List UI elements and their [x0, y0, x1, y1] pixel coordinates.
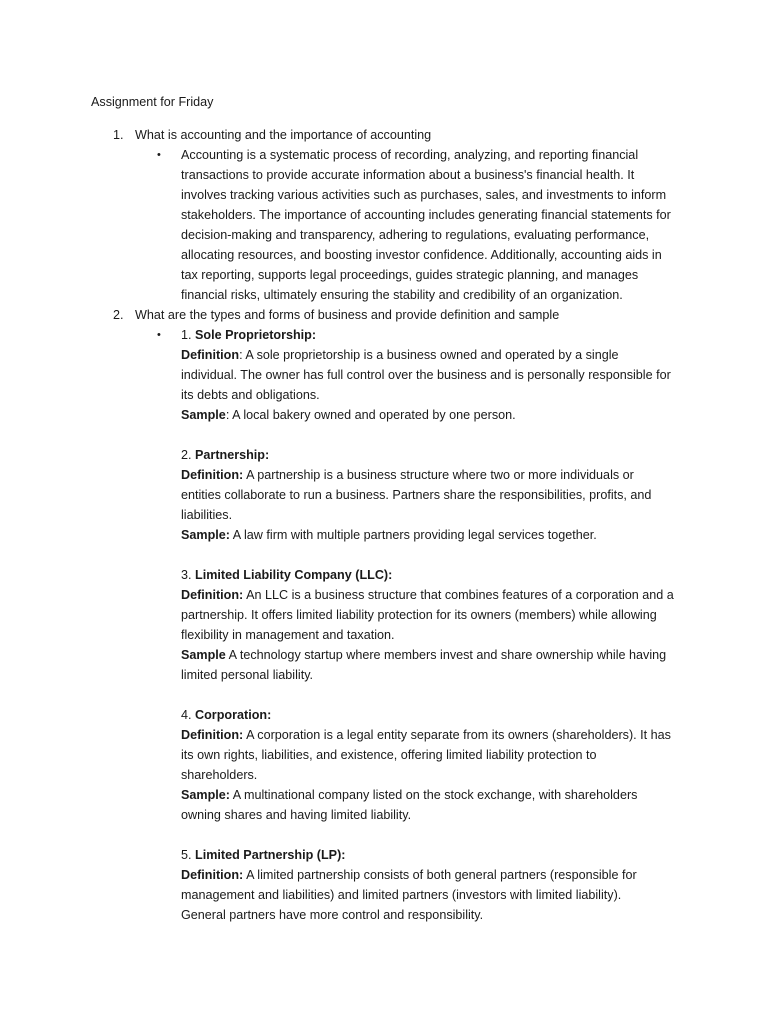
definition-line: Definition: An LLC is a business structure that combines features of a corporation and a — [181, 588, 674, 602]
answer-1 — [181, 145, 681, 305]
bullet-icon: • — [157, 149, 161, 161]
answer-line: stakeholders. The importance of accounting includes generating financial statements for — [181, 208, 671, 222]
definition-line: Definition: A partnership is a business structure where two or more individuals or — [181, 468, 634, 482]
answer-2 — [181, 325, 681, 925]
definition-line: its debts and obligations. — [181, 388, 320, 402]
answer-line: financial risks, ultimately ensuring the stability and credibility of an organization. — [181, 288, 623, 302]
sample-line: limited personal liability. — [181, 668, 314, 682]
bullet-icon: • — [157, 329, 161, 341]
definition-line: its own rights, liabilities, and existence, offering limited liability protection to — [181, 748, 597, 762]
definition-line: management and liabilities) and limited partners (investors with limited liability). — [181, 888, 622, 902]
answer-line: involves tracking various activities such as purchases, sales, and investments to inform — [181, 188, 667, 202]
definition-line: General partners have more control and responsibility. — [181, 908, 484, 922]
question-text: What is accounting and the importance of accounting — [135, 128, 432, 142]
sample-line: owning shares and having limited liability. — [181, 808, 412, 822]
question-text: What are the types and forms of business and provide definition and sample — [135, 308, 560, 322]
sample-line: Sample: A multinational company listed on the stock exchange, with shareholders — [181, 788, 638, 802]
business-type-heading: 1. Sole Proprietorship: — [181, 328, 317, 342]
definition-line: Definition: A corporation is a legal entity separate from its owners (shareholders). It has — [181, 728, 671, 742]
definition-line: Definition: A sole proprietorship is a business owned and operated by a single — [181, 348, 619, 362]
question-number: 2. — [113, 308, 124, 322]
definition-line: Definition: A limited partnership consists of both general partners (responsible for — [181, 868, 637, 882]
business-type-heading: 3. Limited Liability Company (LLC): — [181, 568, 393, 582]
definition-line: shareholders. — [181, 768, 258, 782]
sample-line: Sample: A local bakery owned and operated by one person. — [181, 408, 516, 422]
answer-line: allocating resources, and boosting investor confidence. Additionally, accounting aids in — [181, 248, 662, 262]
definition-line: flexibility in management and taxation. — [181, 628, 395, 642]
answer-line: transactions to provide accurate information about a business's financial health. It — [181, 168, 635, 182]
question-number: 1. — [113, 128, 124, 142]
definition-line: liabilities. — [181, 508, 233, 522]
definition-line: individual. The owner has full control over the business and is personally responsible for — [181, 368, 671, 382]
document-title: Assignment for Friday — [91, 95, 214, 109]
business-type-heading: 5. Limited Partnership (LP): — [181, 848, 346, 862]
business-type-heading: 2. Partnership: — [181, 448, 270, 462]
sample-line: Sample: A law firm with multiple partners providing legal services together. — [181, 528, 597, 542]
business-type-heading: 4. Corporation: — [181, 708, 272, 722]
definition-line: partnership. It offers limited liability protection for its owners (members) while allowing — [181, 608, 657, 622]
sample-line: Sample A technology startup where members invest and share ownership while having — [181, 648, 667, 662]
answer-line: Accounting is a systematic process of recording, analyzing, and reporting financial — [181, 148, 639, 162]
definition-line: entities collaborate to run a business. Partners share the responsibilities, profits, and — [181, 488, 652, 502]
answer-line: decision-making and transparency, adhering to regulations, evaluating performance, — [181, 228, 650, 242]
answer-line: tax reporting, supports legal proceedings, guides strategic planning, and manages — [181, 268, 639, 282]
